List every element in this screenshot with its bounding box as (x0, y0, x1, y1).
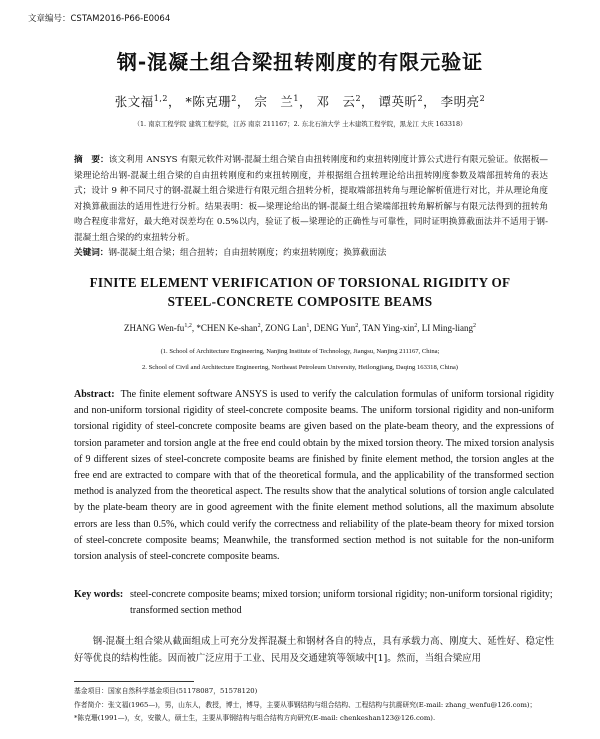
chinese-author-list: 张文福$^{1,2}$， *陈克珊$^2$， 宗 兰$^1$， 邓 云$^2$， 谭英昕$^2$， 李明亮$^2$ (114, 93, 486, 109)
footnotes (74, 685, 554, 726)
english-affiliation-1: (1. School of Architecture Engineering, Nanjing Institute of Technology, Jiangsu, Nanjing 211167, China; (160, 348, 440, 355)
english-title-line: FINITE ELEMENT VERIFICATION OF TORSIONAL RIGIDITY OF (89, 275, 511, 290)
english-author: LI Ming-liang$^2$ (421, 323, 477, 333)
chinese-abstract (74, 153, 548, 247)
english-abstract (74, 387, 554, 565)
chinese-author: *陈克珊$^2$ (185, 93, 237, 109)
english-author: DENG Yun$^2$ (313, 323, 359, 333)
chinese-affiliation: （1. 南京工程学院 建筑工程学院，江苏 南京 211167；2. 东北石油大学 土木建筑工程学院，黑龙江 大庆 163318） (133, 120, 467, 128)
chinese-author: 宗 兰$^1$ (254, 93, 299, 109)
english-author: ZONG Lan$^1$ (265, 323, 310, 333)
chinese-abstract-text: 该文利用 ANSYS 有限元软件对钢-混凝土组合梁自由扭转刚度和约束扭转刚度计算公式进行有限元验证。依据板—梁理论给出钢-混凝土组合梁的自由扭转刚度和约束扭转刚度，并根据组合扭转理论给出扭转刚度参数及端部扭转角的表达式；设计 9 种不同尺寸的钢-混凝土组合梁进行有限元组合扭转分析，提取端部扭转角与理论解析值进行对比，并从理论角度对换算截面法的适用性进行分析。结果表明：板—梁理论给出的钢-混凝土组合梁端部扭转角解析解与有限元法得到的扭转角吻合程度非常好，最大绝对误差均在 0.5%以内，验证了板—梁理论的正确性与可靠性，同时证明换算截面法并不适用于钢-混凝土组合梁的约束扭转分析。 (74, 155, 548, 243)
footnote-funding: 基金项目：国家自然科学基金项目(51178087，51578120) (74, 687, 258, 695)
footnote-author-bio: *陈克珊(1991—)，女，安徽人，硕士生，主要从事钢结构与组合结构方向研究(E-mail: chenkeshan123@126.com). (74, 714, 436, 722)
chinese-author: 张文福$^{1,2}$ (114, 93, 169, 109)
english-title-line: STEEL-CONCRETE COMPOSITE BEAMS (167, 294, 433, 309)
chinese-keywords-text: 钢-混凝土组合梁；组合扭转；自由扭转刚度；约束扭转刚度；换算截面法 (108, 248, 387, 258)
chinese-abstract-label: 摘 要： (74, 155, 109, 165)
chinese-keywords (74, 246, 548, 258)
english-title (0, 273, 600, 311)
chinese-author: 邓 云$^2$ (316, 93, 362, 109)
footnote-divider (74, 681, 194, 682)
english-abstract-label: Abstract: (74, 389, 115, 400)
english-affiliation-2: 2. School of Civil and Architecture Engineering, Northeast Petroleum University, Heilongjiang, Daqing 163318, China) (141, 364, 458, 371)
article-id: 文章编号：CSTAM2016-P66-E0064 (28, 14, 171, 24)
english-keywords-label: Key words: (74, 589, 124, 600)
english-abstract-text: The finite element software ANSYS is used to verify the calculation formulas of uniform torsional rigidity and non-uniform torsional rigidity of steel-concrete composite beams. The uniform torsional rigidity and non-uniform torsional rigidity of steel-concrete composite beams are given based on the plate-beam theory, and the expressions of torsion parameter and torsion angle at the free end could obtain by the mixed torsion theory. The mixed torsion analysis of 9 different sizes of steel-concrete composite beams are finished by finite element method, the torsion angles at the free end are extracted to compare with that of the theoretical formula, and the applicability of the transformed section method is analyzed from the theoretical aspect. The results show that the analytical solutions of torsion angle calculated by the plate-beam theory are in good agreement with the finite element method solutions, all the maximum absolute errors are less than 0.5%, which could verify the correctness and reliability of the plate-beam theory for mixed torsion of steel-concrete composite beams; Meanwhile, the transformed section method is not suitable for the non-uniform torsion analysis of steel-concrete composite beams. (74, 389, 554, 563)
english-keywords (74, 587, 554, 619)
chinese-author: 谭英昕$^2$ (378, 93, 424, 109)
chinese-keywords-label: 关键词： (74, 248, 109, 258)
english-author: *CHEN Ke-shan$^2$ (196, 323, 261, 333)
footnote-author-bio: 作者简介：张文福(1965—)，男，山东人，教授，博士，博导，主要从事钢结构与组合结构、工程结构与抗震研究(E-mail: zhang_wenfu@126.com)； (74, 700, 537, 709)
english-author: ZHANG Wen-fu$^{1,2}$ (123, 323, 192, 333)
chinese-author: 李明亮$^2$ (440, 93, 486, 109)
english-author-list: ZHANG Wen-fu$^{1,2}$, *CHEN Ke-shan$^2$, ZONG Lan$^1$, DENG Yun$^2$, TAN Ying-xin$^2$, LI Ming-liang$^2$ (123, 323, 477, 333)
english-keywords-text: steel-concrete composite beams; mixed torsion; uniform torsional rigidity; non-uniform torsional rigidity; transformed section method (130, 589, 553, 616)
chinese-title: 钢-混凝土组合梁扭转刚度的有限元验证 (116, 50, 484, 74)
english-author: TAN Ying-xin$^2$ (362, 323, 418, 333)
introduction-paragraph: 钢-混凝土组合梁从截面组成上可充分发挥混凝土和钢材各自的特点，具有承载力高、刚度大、延性好、稳定性好等优良的结构性能。因而被广泛应用于工业、民用及交通建筑等领域中[1]。然而，当组合梁应用 (74, 636, 554, 664)
